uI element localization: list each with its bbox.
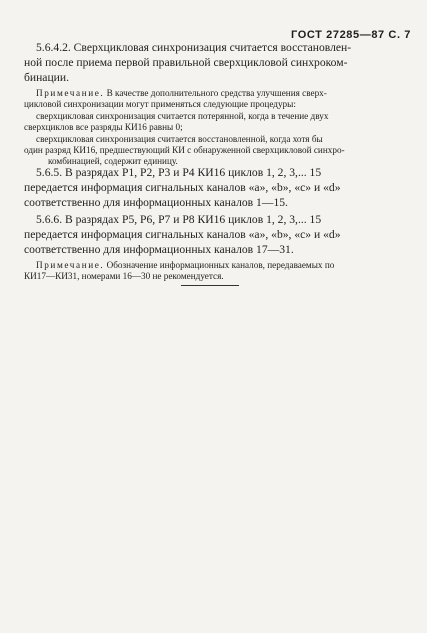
text-line: соответственно для информационных каналов 17—31. <box>24 242 294 256</box>
text-line: 5.6.6. В разрядах Р5, Р6, Р7 и Р8 КИ16 циклов 1, 2, 3,... 15 <box>36 213 322 226</box>
text-line: Обозначение информационных каналов, передаваемых по <box>104 260 335 270</box>
text-line: бинации. <box>24 70 69 84</box>
paragraph-5-6-6 <box>24 213 396 257</box>
note-1 <box>24 88 397 168</box>
text-line: ной после приема первой правильной сверхцикловой синхроком- <box>24 55 348 69</box>
note-label: Примечание. <box>36 88 105 98</box>
text-line: комбинацией, содержит единицу. <box>48 156 178 167</box>
note-first-line <box>24 88 397 99</box>
text-line: цикловой синхронизации могут применяться следующие процедуры: <box>24 99 296 110</box>
note-label: Примечание. <box>36 260 105 270</box>
text-line: В качестве дополнительного средства улучшения сверх- <box>104 88 327 98</box>
paragraph-5-6-4-2 <box>24 41 396 85</box>
paragraph-5-6-5 <box>24 166 396 210</box>
text-line: КИ17—КИ31, номерами 16—30 не рекомендуется. <box>24 271 224 282</box>
note-first-line <box>24 260 397 271</box>
text-line: сверхцикловая синхронизация считается восстановленной, когда хотя бы <box>36 133 323 144</box>
page-header: ГОСТ 27285—87 С. 7 <box>291 29 411 41</box>
text-line: передается информация сигнальных каналов «a», «b», «c» и «d» <box>24 227 341 241</box>
text-line: один разряд КИ16, предшествующий КИ с обнаруженной сверхцикловой синхро- <box>24 145 345 156</box>
text-line: 5.6.4.2. Сверхцикловая синхронизация считается восстановлен- <box>36 41 352 54</box>
note-2 <box>24 260 397 283</box>
text-line: соответственно для информационных каналов 1—15. <box>24 195 288 209</box>
text-line: сверхциклов все разряды КИ16 равны 0; <box>24 122 183 133</box>
section-divider <box>181 285 239 286</box>
text-line: передается информация сигнальных каналов «a», «b», «c» и «d» <box>24 180 341 194</box>
text-line: сверхцикловая синхронизация считается потерянной, когда в течение двух <box>36 110 329 121</box>
text-line: 5.6.5. В разрядах Р1, Р2, Р3 и Р4 КИ16 циклов 1, 2, 3,... 15 <box>36 166 322 179</box>
